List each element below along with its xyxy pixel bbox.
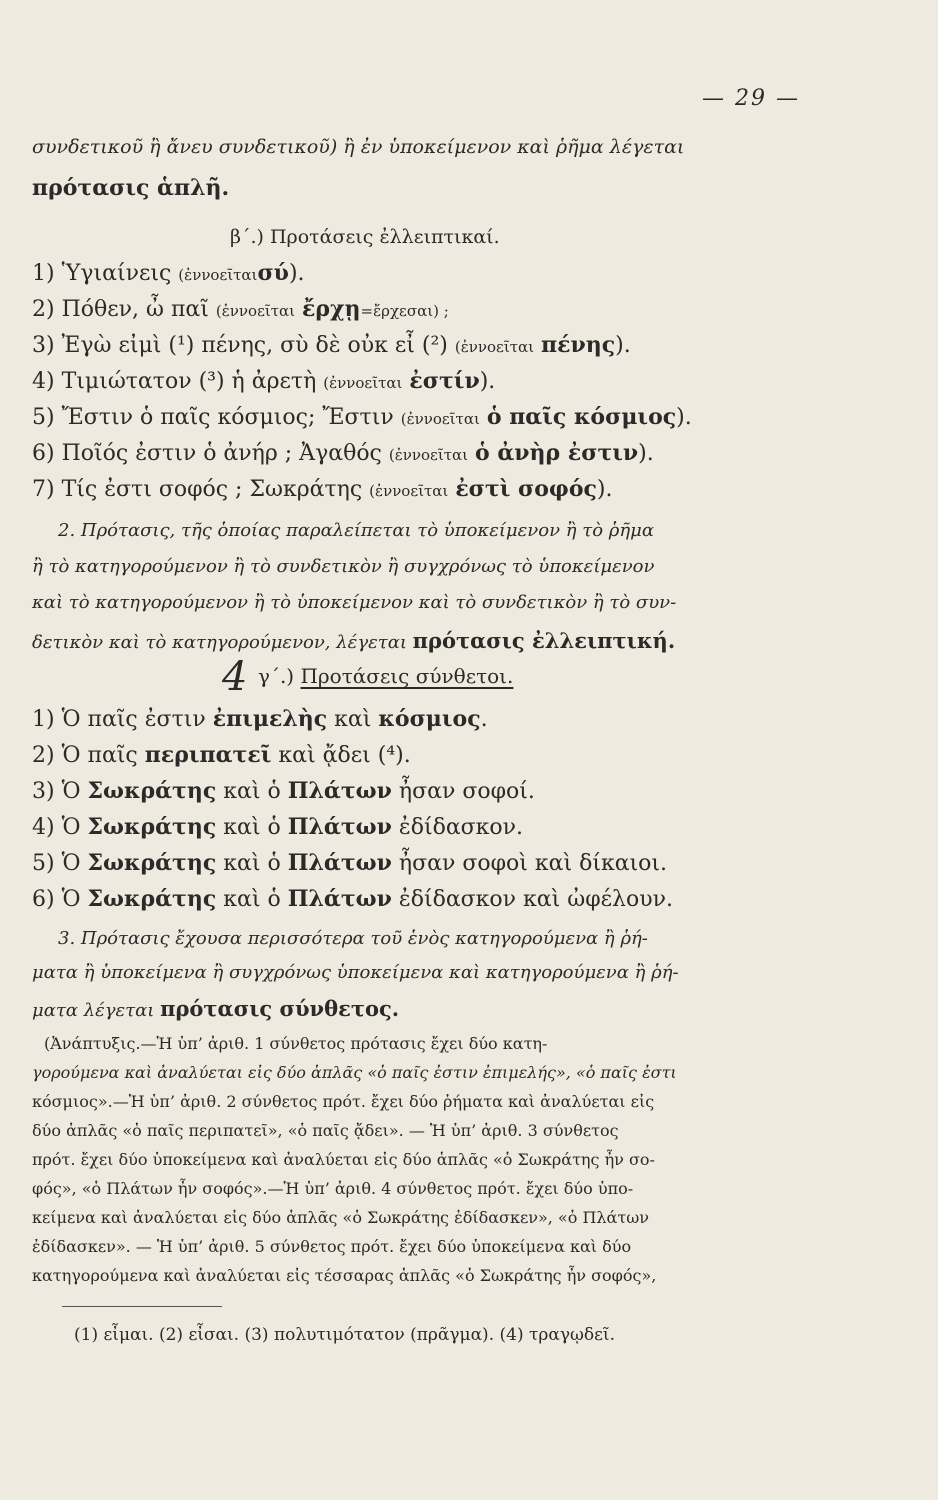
- b-item-4: 4) Τιμιώτατον (³) ἡ ἀρετὴ (ἐννοεῖται ἐστίν).: [32, 368, 496, 394]
- c-item-3: 3) Ὁ Σωκράτης καὶ ὁ Πλάτων ἦσαν σοφοί.: [32, 778, 535, 804]
- c-item-1: 1) Ὁ παῖς ἐστιν ἐπιμελὴς καὶ κόσμιος.: [32, 706, 488, 732]
- para3-line-1: 3. Πρότασις ἔχουσα περισσότερα τοῦ ἑνὸς κατηγορούμενα ἢ ῥή-: [58, 928, 648, 949]
- para2-line-4: δετικὸν καὶ τὸ κατηγορούμενον, λέγεται πρότασις ἐλλειπτική.: [32, 628, 676, 653]
- b-item-5: 5) Ἔστιν ὁ παῖς κόσμιος; Ἔστιν (ἐννοεῖται ὁ παῖς κόσμιος).: [32, 404, 692, 430]
- analysis-line-1: (Ἀνάπτυξις.—Ἡ ὑπ’ ἀριθ. 1 σύνθετος πρότασις ἔχει δύο κατη-: [44, 1034, 548, 1053]
- intro-line-2: [32, 175, 229, 201]
- analysis-line-4: δύο ἁπλᾶς «ὁ παῖς περιπατεῖ», «ὁ παῖς ᾄδει». — Ἡ ὑπ’ ἀριθ. 3 σύνθετος: [32, 1121, 619, 1140]
- analysis-line-3: κόσμιος».—Ἡ ὑπ’ ἀριθ. 2 σύνθετος πρότ. ἔχει δύο ῥήματα καὶ ἀναλύεται εἰς: [32, 1092, 655, 1111]
- c-item-4: 4) Ὁ Σωκράτης καὶ ὁ Πλάτων ἐδίδασκον.: [32, 814, 524, 840]
- para3-line-2: ματα ἢ ὑποκείμενα ἢ συγχρόνως ὑποκείμενα καὶ κατηγορούμενα ἢ ῥή-: [32, 962, 679, 983]
- analysis-line-6: φός», «ὁ Πλάτων ἦν σοφός».—Ἡ ὑπ’ ἀριθ. 4 σύνθετος πρότ. ἔχει δύο ὑπο-: [32, 1179, 634, 1198]
- section-b-heading: β΄.) Προτάσεις ἐλλειπτικαί.: [230, 226, 500, 248]
- term-elliptical-sentence: πρότασις ἐλλειπτική.: [412, 628, 676, 653]
- analysis-line-9: κατηγορούμενα καὶ ἀναλύεται εἰς τέσσαρας ἁπλᾶς «ὁ Σωκράτης ἦν σοφός»,: [32, 1266, 657, 1285]
- intro-line-1: συνδετικοῦ ἢ ἄνευ συνδετικοῦ) ἢ ἐν ὑποκείμενον καὶ ῥῆμα λέγεται: [32, 136, 685, 158]
- page-number: — 29 —: [702, 86, 800, 111]
- term-simple-sentence: πρότασις ἁπλῆ.: [32, 175, 230, 201]
- b-item-1: 1) Ὑγιαίνεις (ἐννοεῖταισύ).: [32, 260, 305, 286]
- section-c-heading: γ΄.) Προτάσεις σύνθετοι.: [258, 664, 514, 688]
- analysis-line-5: πρότ. ἔχει δύο ὑποκείμενα καὶ ἀναλύεται εἰς δύο ἁπλᾶς «ὁ Σωκράτης ἦν σο-: [32, 1150, 655, 1169]
- para3-line-3: ματα λέγεται πρότασις σύνθετος.: [32, 996, 400, 1021]
- b-item-3: 3) Ἐγὼ εἰμὶ (¹) πένης, σὺ δὲ οὐκ εἶ (²) (ἐννοεῖται πένης).: [32, 332, 631, 358]
- footnote: (1) εἶμαι. (2) εἶσαι. (3) πολυτιμότατον (πρᾶγμα). (4) τραγῳδεῖ.: [74, 1325, 615, 1345]
- b-item-7: 7) Τίς ἐστι σοφός ; Σωκράτης (ἐννοεῖται ἐστὶ σοφός).: [32, 476, 613, 502]
- footnote-divider: [62, 1306, 222, 1307]
- para2-line-2: ἢ τὸ κατηγορούμενον ἢ τὸ συνδετικὸν ἢ συγχρόνως τὸ ὑποκείμενον: [32, 556, 655, 577]
- c-item-6: 6) Ὁ Σωκράτης καὶ ὁ Πλάτων ἐδίδασκον καὶ ὠφέλουν.: [32, 886, 673, 912]
- c-item-5: 5) Ὁ Σωκράτης καὶ ὁ Πλάτων ἦσαν σοφοὶ καὶ δίκαιοι.: [32, 850, 668, 876]
- c-item-2: 2) Ὁ παῖς περιπατεῖ καὶ ᾄδει (⁴).: [32, 742, 411, 768]
- b-item-2: 2) Πόθεν, ὦ παῖ (ἐννοεῖται ἔρχῃ=ἔρχεσαι) ;: [32, 296, 449, 322]
- analysis-line-2: γορούμενα καὶ ἀναλύεται εἰς δύο ἁπλᾶς «ὁ παῖς ἐστιν ἐπιμελής», «ὁ παῖς ἐστι: [32, 1063, 677, 1082]
- para2-line-1: 2. Πρότασις, τῆς ὁποίας παραλείπεται τὸ ὑποκείμενον ἢ τὸ ῥῆμα: [58, 520, 654, 541]
- handwritten-mark: 4: [222, 654, 248, 700]
- analysis-line-8: ἐδίδασκεν». — Ἡ ὑπ’ ἀριθ. 5 σύνθετος πρότ. ἔχει δύο ὑποκείμενα καὶ δύο: [32, 1237, 632, 1256]
- para2-line-3: καὶ τὸ κατηγορούμενον ἢ τὸ ὑποκείμενον καὶ τὸ συνδετικὸν ἢ τὸ συν-: [32, 592, 677, 613]
- term-compound-sentence: πρότασις σύνθετος.: [160, 996, 400, 1021]
- analysis-line-7: κείμενα καὶ ἀναλύεται εἰς δύο ἁπλᾶς «ὁ Σωκράτης ἐδίδασκεν», «ὁ Πλάτων: [32, 1208, 649, 1227]
- b-item-6: 6) Ποῖός ἐστιν ὁ ἀνήρ ; Ἀγαθός (ἐννοεῖται ὁ ἀνὴρ ἐστιν).: [32, 440, 654, 466]
